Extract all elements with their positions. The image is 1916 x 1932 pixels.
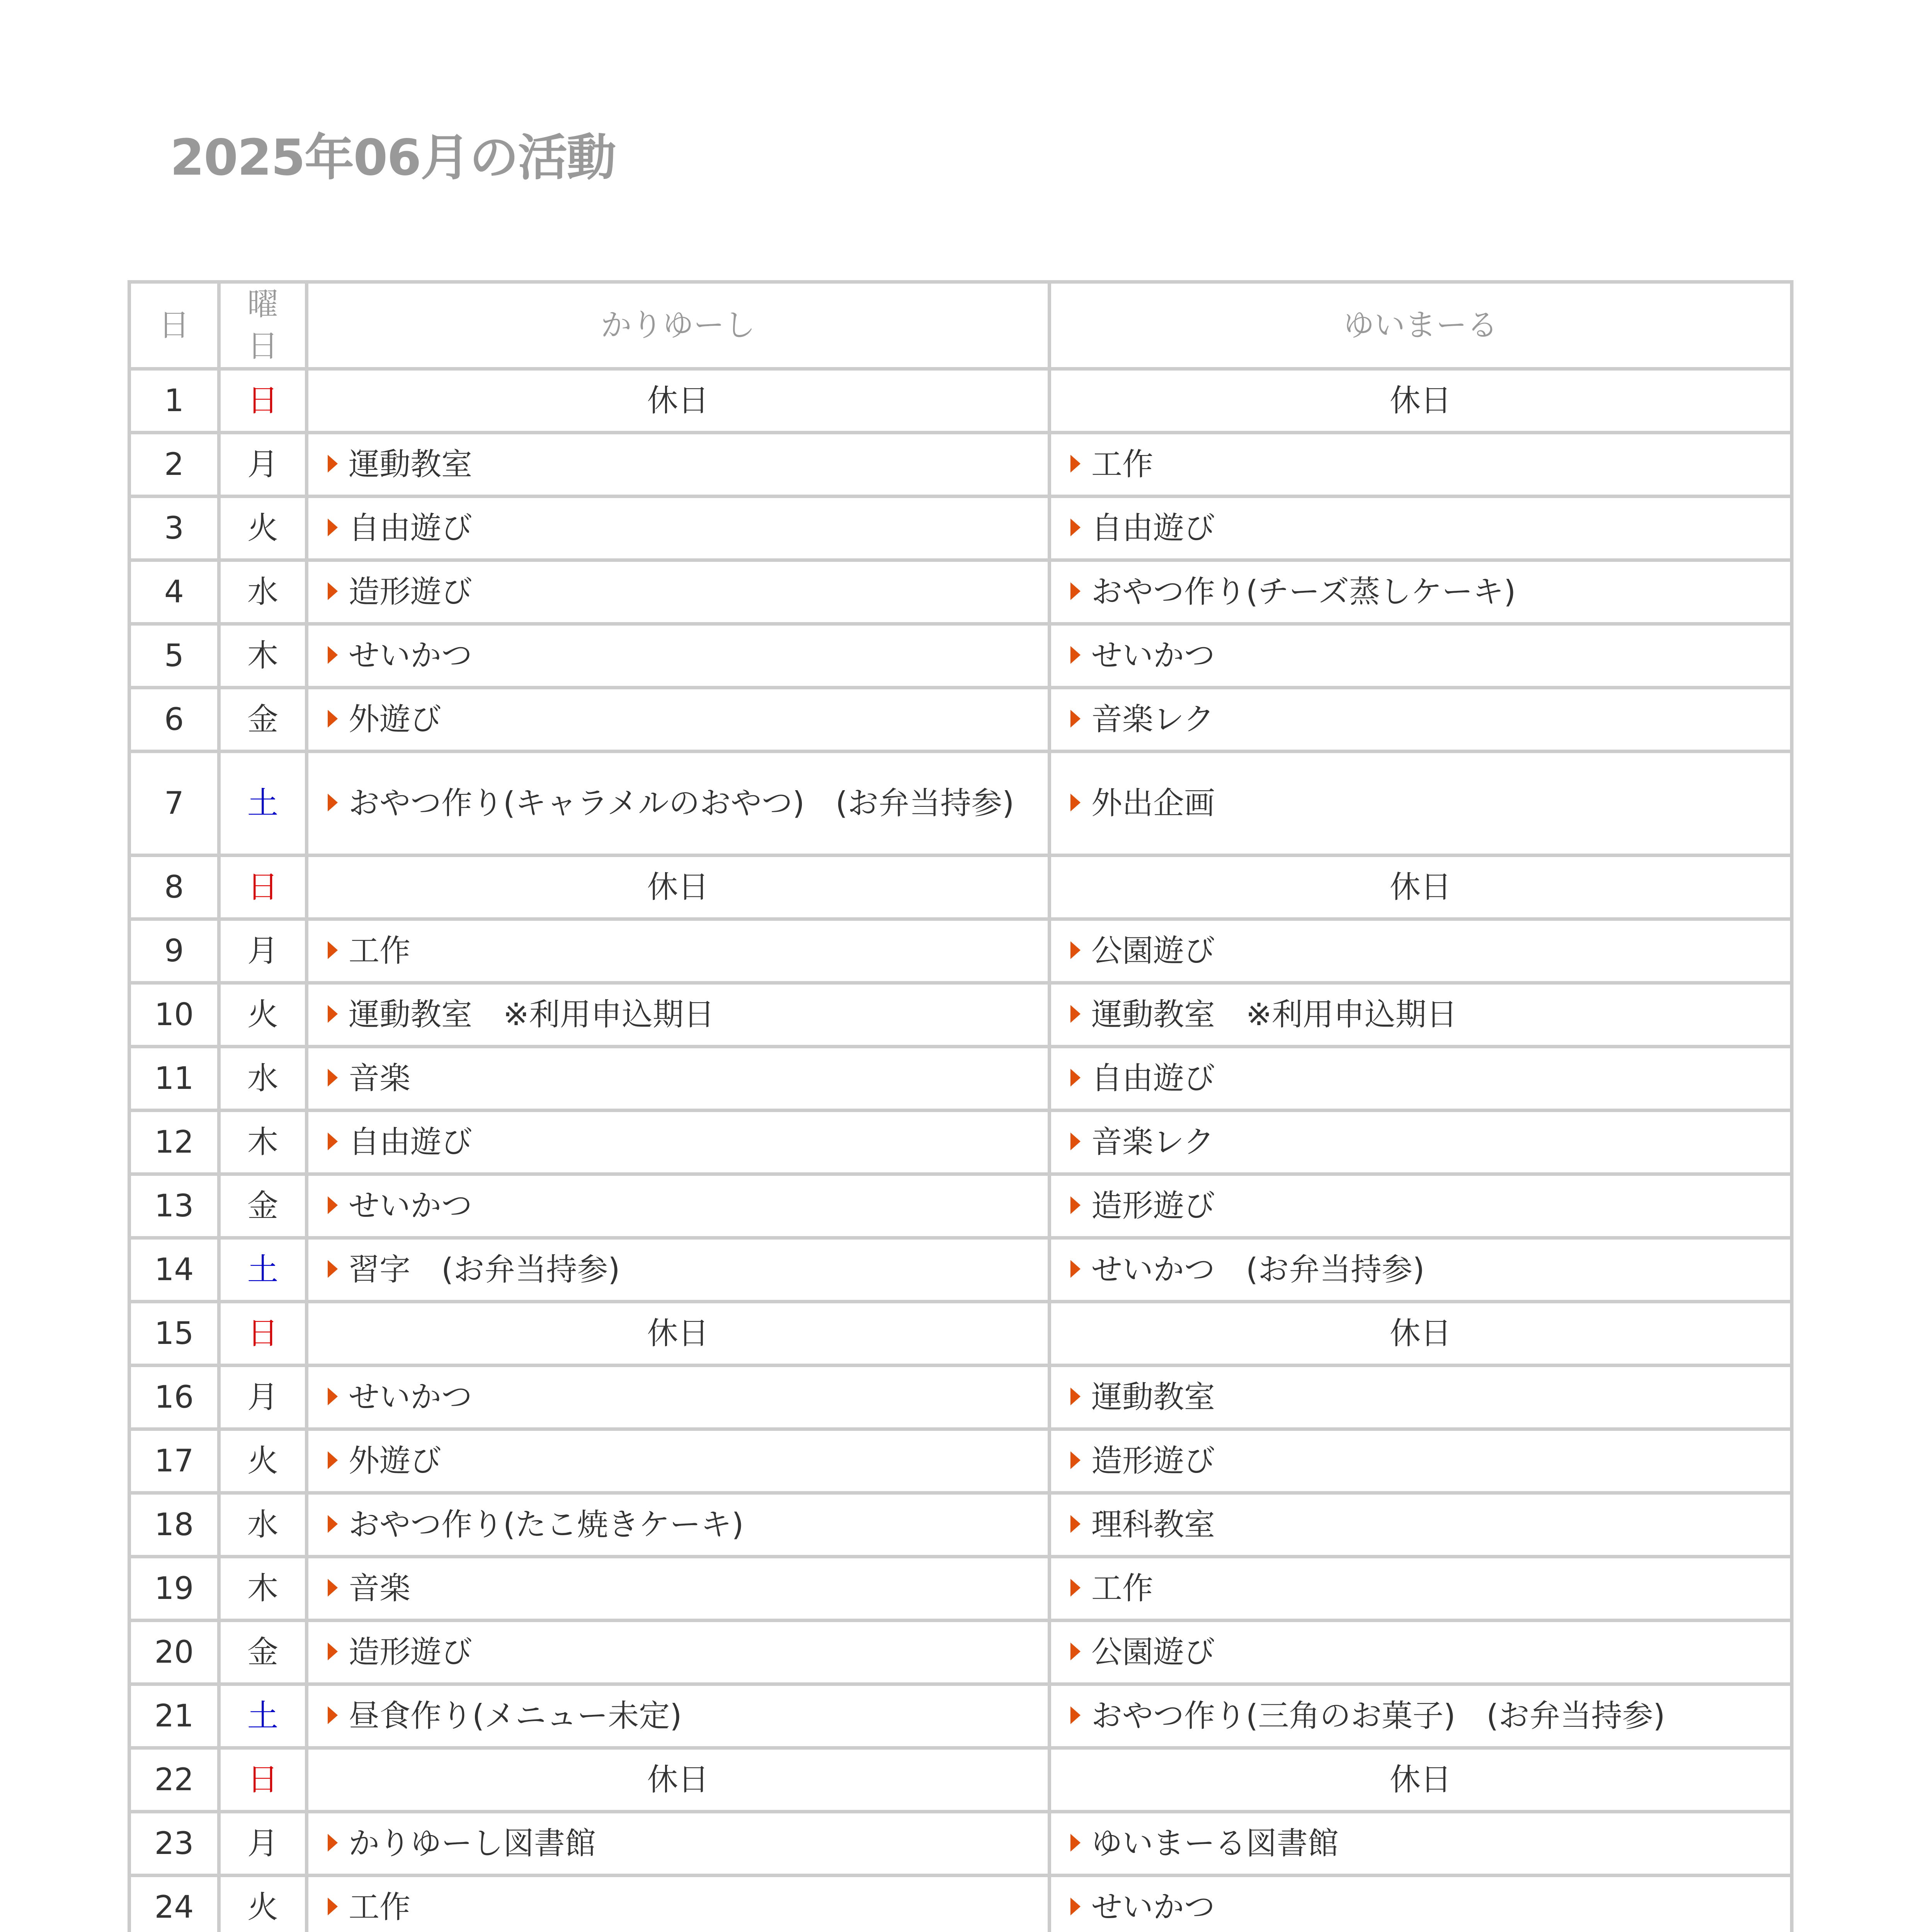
activity-text: おやつ作り(キャラメルのおやつ) (お弁当持参) <box>349 785 1014 821</box>
activity-text: 外遊び <box>349 701 441 737</box>
triangle-right-icon <box>328 582 338 600</box>
triangle-right-icon <box>1070 710 1081 728</box>
day-cell: 19 <box>129 1557 219 1621</box>
day-cell: 12 <box>129 1111 219 1174</box>
triangle-right-icon <box>328 1706 338 1724</box>
activity-text: 理科教室 <box>1091 1507 1215 1543</box>
yuimaru-activity-cell <box>1050 1876 1792 1932</box>
weekday-cell: 土 <box>219 752 307 855</box>
activity-item <box>320 994 1036 1036</box>
kariyushi-activity-cell <box>307 1366 1050 1429</box>
kariyushi-activity-cell <box>307 1557 1050 1621</box>
activity-item <box>1063 1695 1778 1737</box>
table-row <box>129 1812 1792 1876</box>
header-weekday: 曜日 <box>219 282 307 369</box>
yuimaru-activity-cell <box>1050 855 1792 919</box>
table-row <box>129 1111 1792 1174</box>
activity-item <box>320 1886 1036 1928</box>
table-row <box>129 560 1792 624</box>
activity-item <box>1063 1121 1778 1163</box>
triangle-right-icon <box>328 941 338 959</box>
day-cell: 2 <box>129 433 219 497</box>
yuimaru-activity-cell <box>1050 1238 1792 1302</box>
day-cell: 16 <box>129 1366 219 1429</box>
activity-item <box>320 1249 1036 1291</box>
holiday-label: 休日 <box>1390 1315 1451 1351</box>
table-row <box>129 624 1792 688</box>
activity-text: せいかつ <box>1091 638 1215 673</box>
yuimaru-activity-cell <box>1050 752 1792 855</box>
activity-item <box>320 1058 1036 1099</box>
activity-item <box>1063 1823 1778 1864</box>
day-cell: 3 <box>129 497 219 560</box>
kariyushi-activity-cell <box>307 1812 1050 1876</box>
kariyushi-activity-cell <box>307 855 1050 919</box>
activity-item <box>320 782 1036 824</box>
yuimaru-activity-cell <box>1050 560 1792 624</box>
yuimaru-activity-cell <box>1050 1493 1792 1557</box>
triangle-right-icon <box>1070 1133 1081 1150</box>
activity-item <box>1063 1886 1778 1928</box>
weekday-cell: 火 <box>219 497 307 560</box>
yuimaru-activity-cell <box>1050 688 1792 752</box>
activity-text: おやつ作り(三角のお菓子) (お弁当持参) <box>1091 1698 1665 1734</box>
yuimaru-activity-cell <box>1050 983 1792 1047</box>
weekday-cell: 日 <box>219 855 307 919</box>
weekday-cell: 水 <box>219 1047 307 1111</box>
yuimaru-activity-cell <box>1050 1429 1792 1493</box>
day-cell: 13 <box>129 1174 219 1238</box>
activity-text: 自由遊び <box>1091 510 1215 546</box>
activity-text: 工作 <box>349 933 410 969</box>
activity-item <box>320 507 1036 549</box>
activity-item <box>320 1504 1036 1546</box>
triangle-right-icon <box>328 1515 338 1533</box>
day-cell: 4 <box>129 560 219 624</box>
triangle-right-icon <box>328 710 338 728</box>
activity-text: 運動教室 <box>1091 1379 1215 1415</box>
table-row <box>129 688 1792 752</box>
holiday-label: 休日 <box>1390 1762 1451 1798</box>
triangle-right-icon <box>1070 1196 1081 1214</box>
triangle-right-icon <box>1070 1005 1081 1023</box>
triangle-right-icon <box>1070 1898 1081 1915</box>
activity-text: 工作 <box>1091 1570 1153 1606</box>
day-cell: 18 <box>129 1493 219 1557</box>
activity-text: おやつ作り(チーズ蒸しケーキ) <box>1091 574 1516 610</box>
activity-item <box>320 1185 1036 1227</box>
header-kariyushi: かりゆーし <box>307 282 1050 369</box>
triangle-right-icon <box>1070 1260 1081 1278</box>
triangle-right-icon <box>328 1196 338 1214</box>
schedule-body <box>129 369 1792 1932</box>
triangle-right-icon <box>1070 794 1081 811</box>
weekday-cell: 月 <box>219 1366 307 1429</box>
yuimaru-activity-cell <box>1050 919 1792 983</box>
activity-text: 音楽 <box>349 1060 410 1096</box>
activity-text: 工作 <box>349 1889 410 1925</box>
kariyushi-activity-cell <box>307 433 1050 497</box>
weekday-cell: 火 <box>219 983 307 1047</box>
weekday-cell: 木 <box>219 1557 307 1621</box>
weekday-cell: 金 <box>219 1174 307 1238</box>
day-cell: 8 <box>129 855 219 919</box>
table-header-row <box>129 282 1792 369</box>
kariyushi-activity-cell <box>307 1429 1050 1493</box>
yuimaru-activity-cell <box>1050 1111 1792 1174</box>
holiday-label: 休日 <box>647 1315 709 1351</box>
day-cell: 9 <box>129 919 219 983</box>
table-row <box>129 1684 1792 1748</box>
activity-item <box>1063 1504 1778 1546</box>
yuimaru-activity-cell <box>1050 1174 1792 1238</box>
triangle-right-icon <box>1070 941 1081 959</box>
yuimaru-activity-cell <box>1050 1366 1792 1429</box>
day-cell: 11 <box>129 1047 219 1111</box>
kariyushi-activity-cell <box>307 1174 1050 1238</box>
kariyushi-activity-cell <box>307 1748 1050 1812</box>
yuimaru-activity-cell <box>1050 1812 1792 1876</box>
kariyushi-activity-cell <box>307 1621 1050 1684</box>
weekday-cell: 日 <box>219 1302 307 1366</box>
day-cell: 5 <box>129 624 219 688</box>
page-title: 2025年06月の活動 <box>170 129 616 187</box>
activity-item <box>320 1440 1036 1482</box>
holiday-label: 休日 <box>1390 383 1451 418</box>
triangle-right-icon <box>328 1005 338 1023</box>
table-row <box>129 919 1792 983</box>
activity-text: 外出企画 <box>1091 785 1215 821</box>
activity-text: 習字 (お弁当持参) <box>349 1252 620 1287</box>
yuimaru-activity-cell <box>1050 1621 1792 1684</box>
yuimaru-activity-cell <box>1050 1684 1792 1748</box>
weekday-cell: 木 <box>219 624 307 688</box>
kariyushi-activity-cell <box>307 497 1050 560</box>
activity-text: 昼食作り(メニュー未定) <box>349 1698 682 1734</box>
table-row <box>129 752 1792 855</box>
activity-text: せいかつ <box>349 1379 472 1415</box>
triangle-right-icon <box>328 1834 338 1852</box>
activity-text: 公園遊び <box>1091 1634 1215 1670</box>
activity-item <box>1063 635 1778 677</box>
weekday-cell: 木 <box>219 1111 307 1174</box>
yuimaru-activity-cell <box>1050 497 1792 560</box>
yuimaru-activity-cell <box>1050 1557 1792 1621</box>
activity-item <box>1063 1058 1778 1099</box>
activity-text: 運動教室 <box>349 446 472 482</box>
day-cell: 1 <box>129 369 219 433</box>
weekday-cell: 火 <box>219 1876 307 1932</box>
activity-text: 音楽レク <box>1091 701 1215 737</box>
weekday-cell: 土 <box>219 1238 307 1302</box>
yuimaru-activity-cell <box>1050 369 1792 433</box>
triangle-right-icon <box>328 1069 338 1087</box>
activity-text: 造形遊び <box>349 574 472 610</box>
activity-item <box>320 1568 1036 1609</box>
activity-item <box>1063 444 1778 485</box>
activity-item <box>320 930 1036 972</box>
triangle-right-icon <box>328 519 338 536</box>
day-cell: 15 <box>129 1302 219 1366</box>
activity-text: 外遊び <box>349 1443 441 1479</box>
triangle-right-icon <box>1070 455 1081 473</box>
yuimaru-activity-cell <box>1050 1748 1792 1812</box>
weekday-cell: 日 <box>219 1748 307 1812</box>
activity-item <box>1063 1185 1778 1227</box>
triangle-right-icon <box>1070 1451 1081 1469</box>
weekday-cell: 土 <box>219 1684 307 1748</box>
table-row <box>129 1047 1792 1111</box>
header-yuimaru: ゆいまーる <box>1050 282 1792 369</box>
day-cell: 6 <box>129 688 219 752</box>
triangle-right-icon <box>328 1388 338 1405</box>
kariyushi-activity-cell <box>307 624 1050 688</box>
weekday-cell: 水 <box>219 560 307 624</box>
triangle-right-icon <box>328 1643 338 1660</box>
triangle-right-icon <box>328 794 338 811</box>
weekday-cell: 金 <box>219 688 307 752</box>
activity-text: せいかつ <box>349 1188 472 1224</box>
activity-text: せいかつ (お弁当持参) <box>1091 1252 1425 1287</box>
activity-text: 公園遊び <box>1091 933 1215 969</box>
activity-item <box>1063 571 1778 613</box>
triangle-right-icon <box>1070 1069 1081 1087</box>
activity-text: かりゆーし図書館 <box>349 1825 596 1861</box>
day-cell: 14 <box>129 1238 219 1302</box>
weekday-cell: 月 <box>219 1812 307 1876</box>
kariyushi-activity-cell <box>307 1111 1050 1174</box>
activity-text: ゆいまーる図書館 <box>1091 1825 1339 1861</box>
activity-text: 造形遊び <box>349 1634 472 1670</box>
triangle-right-icon <box>328 646 338 664</box>
day-cell: 20 <box>129 1621 219 1684</box>
table-row <box>129 1621 1792 1684</box>
table-row <box>129 433 1792 497</box>
table-row <box>129 1238 1792 1302</box>
triangle-right-icon <box>1070 519 1081 536</box>
triangle-right-icon <box>328 455 338 473</box>
kariyushi-activity-cell <box>307 1684 1050 1748</box>
triangle-right-icon <box>1070 1515 1081 1533</box>
table-row <box>129 1876 1792 1932</box>
yuimaru-activity-cell <box>1050 433 1792 497</box>
table-row <box>129 1174 1792 1238</box>
activity-item <box>1063 507 1778 549</box>
activity-item <box>1063 782 1778 824</box>
yuimaru-activity-cell <box>1050 1047 1792 1111</box>
day-cell: 22 <box>129 1748 219 1812</box>
activity-text: 自由遊び <box>349 510 472 546</box>
triangle-right-icon <box>1070 1579 1081 1597</box>
yuimaru-activity-cell <box>1050 624 1792 688</box>
day-cell: 10 <box>129 983 219 1047</box>
triangle-right-icon <box>328 1133 338 1150</box>
yuimaru-activity-cell <box>1050 1302 1792 1366</box>
table-row <box>129 497 1792 560</box>
activity-item <box>1063 1568 1778 1609</box>
table-row <box>129 1748 1792 1812</box>
table-row <box>129 1557 1792 1621</box>
activity-text: 運動教室 ※利用申込期日 <box>1091 997 1458 1032</box>
kariyushi-activity-cell <box>307 983 1050 1047</box>
holiday-label: 休日 <box>647 1762 709 1798</box>
activity-item <box>1063 994 1778 1036</box>
triangle-right-icon <box>1070 1834 1081 1852</box>
triangle-right-icon <box>1070 1706 1081 1724</box>
triangle-right-icon <box>328 1579 338 1597</box>
table-row <box>129 855 1792 919</box>
activity-item <box>320 635 1036 677</box>
activity-text: 運動教室 ※利用申込期日 <box>349 997 715 1032</box>
activity-text: 音楽 <box>349 1570 410 1606</box>
triangle-right-icon <box>328 1898 338 1915</box>
activity-text: 工作 <box>1091 446 1153 482</box>
header-day: 日 <box>129 282 219 369</box>
table-row <box>129 1302 1792 1366</box>
weekday-cell: 日 <box>219 369 307 433</box>
kariyushi-activity-cell <box>307 1493 1050 1557</box>
day-cell: 23 <box>129 1812 219 1876</box>
activity-text: 造形遊び <box>1091 1443 1215 1479</box>
activity-item <box>1063 1631 1778 1673</box>
kariyushi-activity-cell <box>307 1238 1050 1302</box>
activity-text: おやつ作り(たこ焼きケーキ) <box>349 1507 744 1543</box>
activity-text: 自由遊び <box>349 1124 472 1160</box>
holiday-label: 休日 <box>1390 869 1451 905</box>
table-row <box>129 1493 1792 1557</box>
activity-item <box>1063 1249 1778 1291</box>
weekday-cell: 月 <box>219 433 307 497</box>
kariyushi-activity-cell <box>307 919 1050 983</box>
table-row <box>129 369 1792 433</box>
weekday-cell: 火 <box>219 1429 307 1493</box>
weekday-cell: 月 <box>219 919 307 983</box>
activity-text: せいかつ <box>1091 1889 1215 1925</box>
activity-item <box>320 1376 1036 1418</box>
holiday-label: 休日 <box>647 383 709 418</box>
triangle-right-icon <box>328 1260 338 1278</box>
kariyushi-activity-cell <box>307 1302 1050 1366</box>
weekday-cell: 水 <box>219 1493 307 1557</box>
activity-item <box>1063 1440 1778 1482</box>
kariyushi-activity-cell <box>307 752 1050 855</box>
activity-schedule-table <box>128 280 1793 1932</box>
day-cell: 17 <box>129 1429 219 1493</box>
table-row <box>129 1429 1792 1493</box>
triangle-right-icon <box>328 1451 338 1469</box>
weekday-cell: 金 <box>219 1621 307 1684</box>
triangle-right-icon <box>1070 646 1081 664</box>
day-cell: 24 <box>129 1876 219 1932</box>
kariyushi-activity-cell <box>307 688 1050 752</box>
day-cell: 21 <box>129 1684 219 1748</box>
activity-text: 造形遊び <box>1091 1188 1215 1224</box>
activity-item <box>320 1631 1036 1673</box>
activity-item <box>320 1823 1036 1864</box>
activity-item <box>320 571 1036 613</box>
triangle-right-icon <box>1070 582 1081 600</box>
activity-item <box>1063 699 1778 740</box>
activity-item <box>1063 930 1778 972</box>
kariyushi-activity-cell <box>307 560 1050 624</box>
activity-text: 音楽レク <box>1091 1124 1215 1160</box>
table-row <box>129 983 1792 1047</box>
activity-item <box>320 1121 1036 1163</box>
kariyushi-activity-cell <box>307 1047 1050 1111</box>
activity-text: 自由遊び <box>1091 1060 1215 1096</box>
table-row <box>129 1366 1792 1429</box>
triangle-right-icon <box>1070 1388 1081 1405</box>
activity-text: せいかつ <box>349 638 472 673</box>
activity-item <box>320 699 1036 740</box>
activity-item <box>320 444 1036 485</box>
activity-item <box>320 1695 1036 1737</box>
day-cell: 7 <box>129 752 219 855</box>
kariyushi-activity-cell <box>307 369 1050 433</box>
holiday-label: 休日 <box>647 869 709 905</box>
kariyushi-activity-cell <box>307 1876 1050 1932</box>
triangle-right-icon <box>1070 1643 1081 1660</box>
activity-item <box>1063 1376 1778 1418</box>
